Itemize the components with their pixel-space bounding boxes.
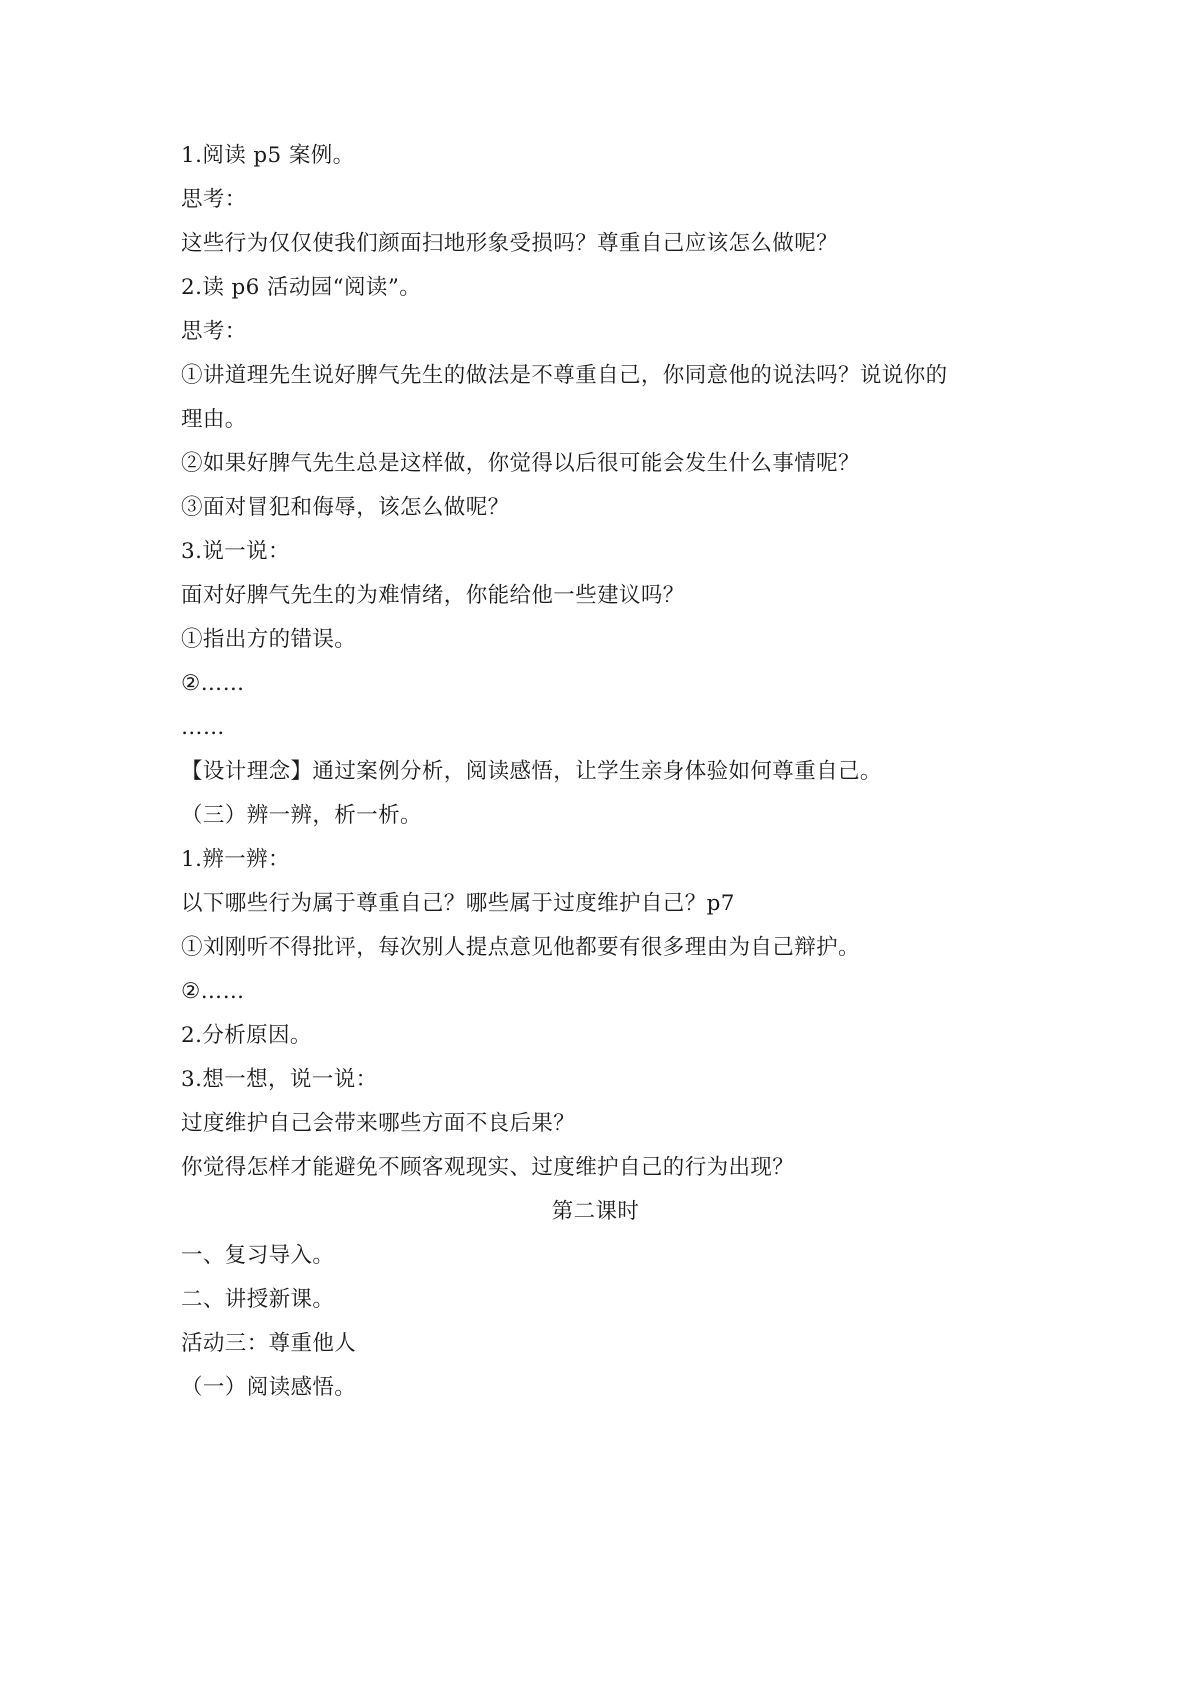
text-line: 面对好脾气先生的为难情绪，你能给他一些建议吗？	[181, 583, 685, 608]
text-line: 一、复习导入。	[181, 1243, 335, 1268]
text-line: ①讲道理先生说好脾气先生的做法是不尊重自己，你同意他的说法吗？说说你的	[181, 363, 948, 388]
text-line: 1.阅读 p5 案例。	[181, 143, 355, 168]
text-line: 2.分析原因。	[181, 1023, 312, 1048]
text-line: 1.辨一辨：	[181, 847, 290, 872]
text-line: 过度维护自己会带来哪些方面不良后果？	[181, 1111, 576, 1136]
text-line: 二、讲授新课。	[181, 1287, 335, 1312]
text-line: ③面对冒犯和侮辱，该怎么做呢？	[181, 495, 510, 520]
text-line: 理由。	[181, 407, 247, 432]
text-line: ②……	[181, 979, 245, 1004]
text-line: 2.读 p6 活动园“阅读”。	[181, 275, 422, 300]
text-line: 3.说一说：	[181, 539, 290, 564]
text-line: 以下哪些行为属于尊重自己？哪些属于过度维护自己？p7	[181, 891, 735, 916]
section-heading: 第二课时	[551, 1199, 640, 1224]
text-line: ②……	[181, 671, 245, 696]
text-line: 这些行为仅仅使我们颜面扫地形象受损吗？尊重自己应该怎么做呢？	[181, 231, 839, 256]
text-line: 思考：	[181, 319, 247, 344]
text-line: ①刘刚听不得批评，每次别人提点意见他都要有很多理由为自己辩护。	[181, 935, 860, 960]
text-line: 你觉得怎样才能避免不顾客观现实、过度维护自己的行为出现？	[181, 1155, 795, 1180]
text-line: 思考：	[181, 187, 247, 212]
text-line: 【设计理念】通过案例分析，阅读感悟，让学生亲身体验如何尊重自己。	[181, 759, 882, 784]
text-line: ……	[181, 715, 225, 740]
text-line: （三）辨一辨，析一析。	[181, 803, 422, 828]
text-line: ②如果好脾气先生总是这样做，你觉得以后很可能会发生什么事情呢？	[181, 451, 860, 476]
text-line: 3.想一想，说一说：	[181, 1067, 378, 1092]
text-line: （一）阅读感悟。	[181, 1375, 357, 1400]
text-line: 活动三：尊重他人	[181, 1331, 357, 1356]
text-line: ①指出方的错误。	[181, 627, 357, 652]
